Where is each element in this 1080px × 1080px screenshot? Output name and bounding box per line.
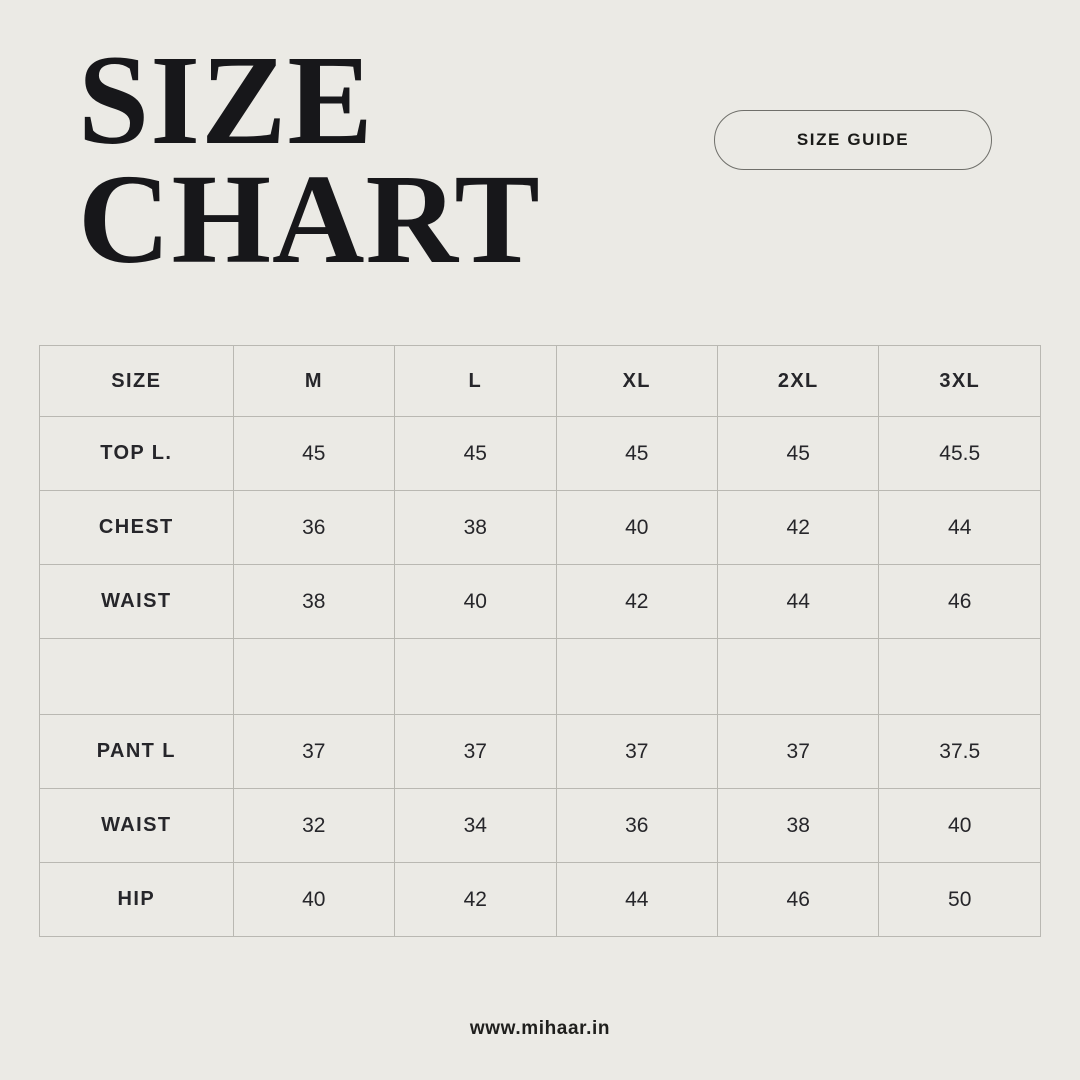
size-table-head: [40, 346, 1041, 417]
table-cell: [879, 639, 1041, 715]
row-label: HIP: [40, 863, 234, 937]
table-cell: 40: [233, 863, 394, 937]
table-cell: 42: [717, 491, 878, 565]
size-guide-badge[interactable]: [714, 110, 992, 170]
header: [78, 29, 1002, 294]
table-cell: 37: [717, 715, 878, 789]
size-guide-badge-label: SIZE GUIDE: [796, 130, 910, 149]
table-cell: 40: [879, 789, 1041, 863]
table-cell: 40: [395, 565, 556, 639]
size-table-body: [40, 417, 1041, 937]
row-label: WAIST: [40, 565, 234, 639]
table-header-row: [40, 346, 1041, 417]
website-url[interactable]: www.mihaar.in: [469, 1018, 611, 1039]
column-header-m: M: [233, 346, 394, 417]
table-cell: 36: [556, 789, 717, 863]
page-title-line-1: SIZE: [78, 29, 374, 171]
table-cell: 45: [717, 417, 878, 491]
row-label: PANT L: [40, 715, 234, 789]
table-row: [40, 417, 1041, 491]
table-spacer-row: [40, 639, 1041, 715]
table-cell: 46: [879, 565, 1041, 639]
table-row: [40, 715, 1041, 789]
row-label: TOP L.: [40, 417, 234, 491]
size-table-container: [39, 345, 1041, 937]
footer: [0, 1018, 1080, 1040]
table-cell: 42: [556, 565, 717, 639]
table-cell: 40: [556, 491, 717, 565]
table-cell: 34: [395, 789, 556, 863]
table-cell: 32: [233, 789, 394, 863]
row-label: [40, 639, 234, 715]
table-cell: 38: [395, 491, 556, 565]
table-cell: [556, 639, 717, 715]
table-cell: 45: [556, 417, 717, 491]
table-cell: [717, 639, 878, 715]
table-cell: 42: [395, 863, 556, 937]
table-cell: 46: [717, 863, 878, 937]
table-cell: 45: [395, 417, 556, 491]
size-table: [39, 345, 1041, 937]
table-cell: 37: [556, 715, 717, 789]
table-cell: 37.5: [879, 715, 1041, 789]
table-cell: 44: [556, 863, 717, 937]
table-cell: 44: [879, 491, 1041, 565]
table-row: [40, 863, 1041, 937]
table-cell: 50: [879, 863, 1041, 937]
table-cell: [233, 639, 394, 715]
table-row: [40, 565, 1041, 639]
table-cell: 38: [233, 565, 394, 639]
table-cell: 37: [395, 715, 556, 789]
column-header-2xl: 2XL: [717, 346, 878, 417]
table-cell: 37: [233, 715, 394, 789]
table-cell: 44: [717, 565, 878, 639]
column-header-xl: XL: [556, 346, 717, 417]
table-cell: 38: [717, 789, 878, 863]
column-header-3xl: 3XL: [879, 346, 1041, 417]
table-row: [40, 491, 1041, 565]
table-cell: 36: [233, 491, 394, 565]
page-title-line-2: CHART: [78, 147, 541, 290]
row-label: WAIST: [40, 789, 234, 863]
table-cell: [395, 639, 556, 715]
column-header-l: L: [395, 346, 556, 417]
table-row: [40, 789, 1041, 863]
table-cell: 45.5: [879, 417, 1041, 491]
column-header-size: SIZE: [40, 346, 234, 417]
page-title: [78, 29, 541, 290]
row-label: CHEST: [40, 491, 234, 565]
table-cell: 45: [233, 417, 394, 491]
